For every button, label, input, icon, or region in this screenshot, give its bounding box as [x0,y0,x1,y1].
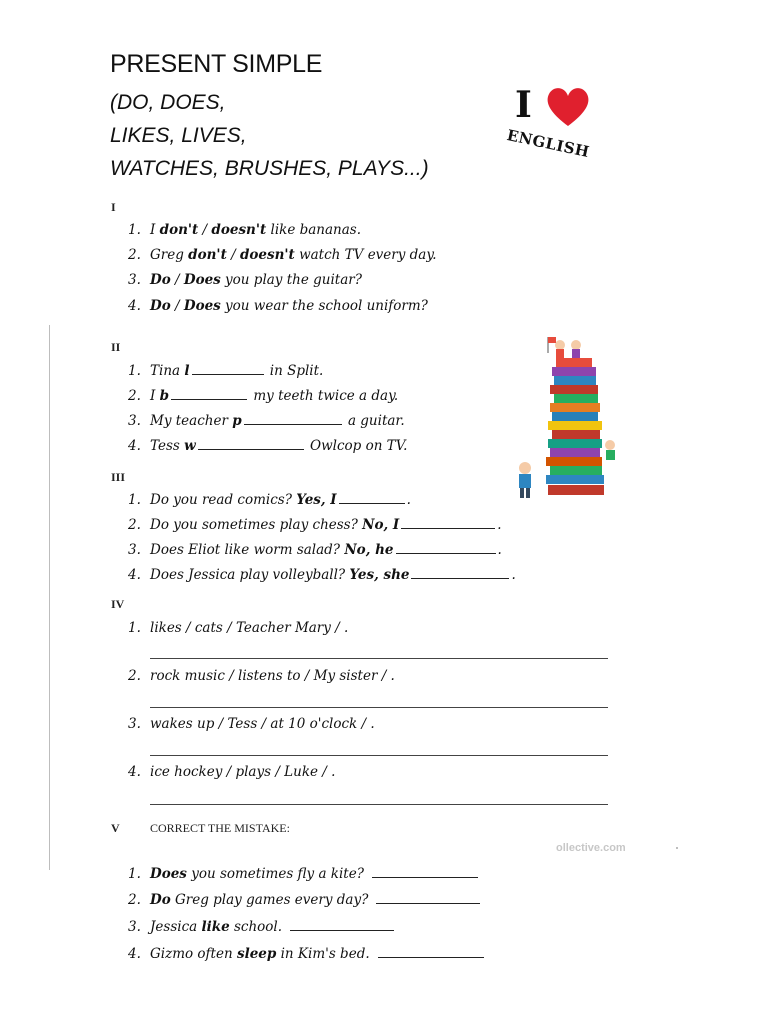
writing-line[interactable] [150,804,608,805]
list-item: 1. Tina l in Split. [128,363,324,379]
list-item: 1. Do you read comics? Yes, I . [128,492,411,508]
answer-blank[interactable] [396,541,496,554]
writing-line[interactable] [150,658,608,659]
list-item: 3. Jessica like school. [128,918,396,935]
list-item: 2. Do you sometimes play chess? No, I . [128,517,502,533]
list-item: 2. Do Greg play games every day? [128,891,482,908]
logo-i: I [515,84,532,126]
answer-blank[interactable] [171,387,247,400]
answer-blank[interactable] [290,918,394,931]
answer-blank[interactable] [372,865,478,878]
subtitle-line: WATCHES, BRUSHES, PLAYS...) [110,157,429,180]
list-item: 1. I don't / doesn't like bananas. [128,222,362,238]
list-item: 4. Gizmo often sleep in Kim's bed. [128,945,486,962]
book-stack-illustration [510,335,630,505]
page-crop-edge [120,319,480,329]
logo-word: ENGLISH [505,126,592,162]
list-item: 4. ice hockey / plays / Luke / . [128,764,336,780]
subtitle-line: LIKES, LIVES, [110,124,247,147]
section-ii-number: II [111,340,121,354]
list-item: 4. Does Jessica play volleyball? Yes, she . [128,567,516,583]
section-iii-number: III [111,470,126,484]
section-iv-number: IV [111,597,125,611]
answer-blank[interactable] [244,412,342,425]
list-item: 4. Tess w Owlcop on TV. [128,438,408,454]
page-subtitle [110,86,429,185]
answer-blank[interactable] [192,362,264,375]
list-item: 1. Does you sometimes fly a kite? [128,865,480,882]
section-v-title: CORRECT THE MISTAKE: [150,821,290,835]
list-item: 2. rock music / listens to / My sister / . [128,668,395,684]
list-item: 3. wakes up / Tess / at 10 o'clock / . [128,716,375,732]
answer-blank[interactable] [378,945,484,958]
i-love-english-logo [505,82,625,172]
section-v-number: V [111,821,120,835]
list-item: 2. I b my teeth twice a day. [128,388,399,404]
answer-blank[interactable] [401,516,495,529]
subtitle-line: (DO, DOES, [110,91,226,114]
watermark: ollective.com [556,842,626,854]
list-item: 3. Does Eliot like worm salad? No, he . [128,542,502,558]
writing-line[interactable] [150,707,608,708]
list-item: 2. Greg don't / doesn't watch TV every day. [128,247,437,263]
answer-blank[interactable] [411,566,509,579]
list-item: 4. Do / Does you wear the school uniform? [128,298,428,314]
heart-icon [545,86,591,128]
stray-dot [676,847,678,849]
page-title: PRESENT SIMPLE [110,50,323,78]
answer-blank[interactable] [339,491,405,504]
answer-blank[interactable] [198,437,304,450]
list-item: 1. likes / cats / Teacher Mary / . [128,620,349,636]
answer-blank[interactable] [376,891,480,904]
section-i-number: I [111,200,116,214]
writing-line[interactable] [150,755,608,756]
list-item: 3. Do / Does you play the guitar? [128,272,362,288]
margin-line [49,325,50,870]
list-item: 3. My teacher p a guitar. [128,413,405,429]
